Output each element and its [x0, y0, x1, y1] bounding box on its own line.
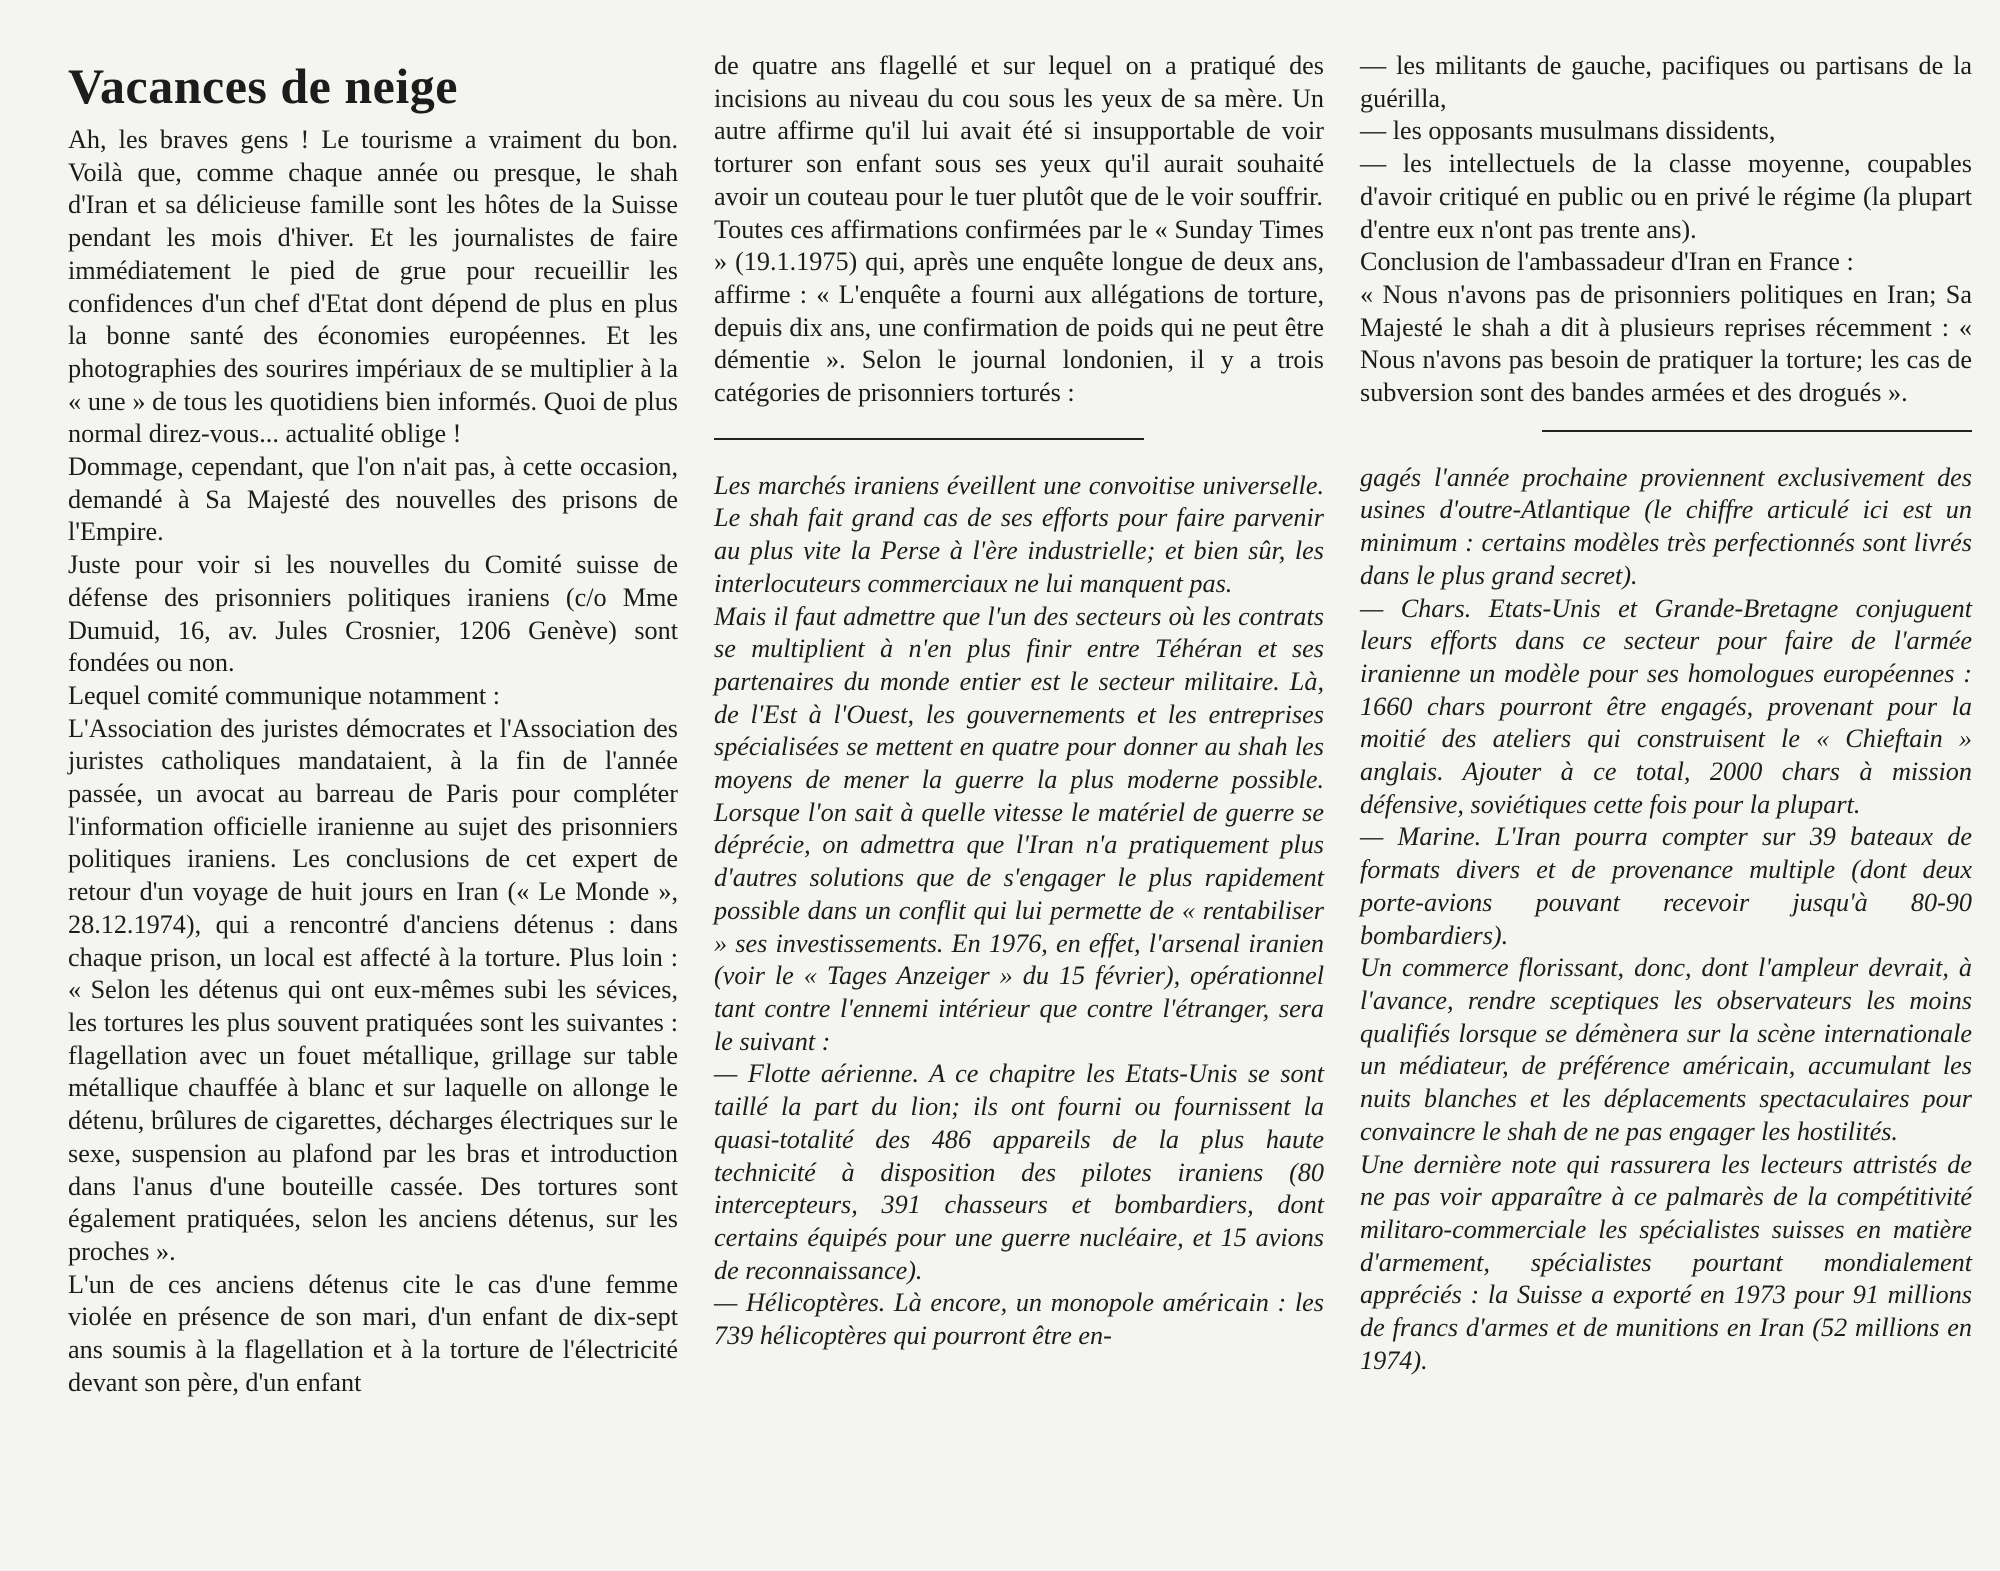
paragraph: Toutes ces affirmations confirmées par le « Sunday Times » (19.1.1975) qui, après une enquête longue de deux ans, affirme : « L'enquête a fourni aux allégations de torture, depuis dix ans, une confirmation de poids qui ne peut être démentie ». Selon le journal londonien, il y a trois catégories de prisonniers torturés : — [714, 214, 1324, 408]
italic-paragraph: Une dernière note qui rassurera les lecteurs attristés de ne pas voir apparaître à ce palmarès de la compétitivité militaro-commerciale les spécialistes suisses en matière d'armement, spécialistes pourtant mondialement appréciés : la Suisse a exporté en 1973 pour 91 millions de francs d'armes et de munitions en Iran (52 millions en 1974). — [1360, 1149, 1972, 1375]
italic-paragraph: — Marine. L'Iran pourra compter sur 39 bateaux de formats divers et de provenance multiple (dont deux porte-avions pouvant recevoir jusqu'à 80-90 bombardiers). — [1360, 822, 1972, 950]
paragraph: de quatre ans flagellé et sur lequel on a pratiqué des incisions au niveau du cou sous les yeux de sa mère. Un autre affirme qu'il lui avait été si insupportable de voir torturer son enfant sous ses yeux qu'il aurait souhaité avoir un couteau pour le tuer plutôt que de le voir souffrir. — [714, 51, 1324, 211]
italic-paragraph: — Chars. Etats-Unis et Grande-Bretagne conjuguent leurs efforts dans ce secteur pour faire de l'armée iranienne un modèle pour ses homologues européennes : 1660 chars pourront être engagés, provenant pour la moitié des ateliers qui construisent le « Chieftain » anglais. Ajouter à ce total, 2000 chars à mission défensive, soviétiques cette fois pour la plupart. — [1360, 593, 1972, 819]
section-divider — [714, 438, 1144, 440]
paragraph: Conclusion de l'ambassadeur d'Iran en France : — [1360, 247, 1854, 277]
paragraph: — les militants de gauche, pacifiques ou partisans de la guérilla, — [1360, 51, 1972, 113]
paragraph: — les intellectuels de la classe moyenne, coupables d'avoir critiqué en public ou en privé le régime (la plupart d'entre eux n'ont pas trente ans). — [1360, 149, 1972, 244]
italic-paragraph: Les marchés iraniens éveillent une convoitise universelle. Le shah fait grand cas de ses efforts pour faire parvenir au plus vite la Perse à l'ère industrielle; et bien sûr, les interlocuteurs commerciaux ne lui manquent pas. — [714, 470, 1324, 598]
italic-paragraph: — Flotte aérienne. A ce chapitre les Etats-Unis se sont taillé la part du lion; ils ont fourni ou fournissent la quasi-totalité des 486 appareils de la plus haute technicité à disposition des pilotes iraniens (80 intercepteurs, 391 chasseurs et bombardiers, dont certains équipés pour une guerre nucléaire, et 15 avions de reconnaissance). — [714, 1059, 1324, 1285]
italic-paragraph: Mais il faut admettre que l'un des secteurs où les contrats se multiplient à n'en plus finir entre Téhéran et ses partenaires du monde entier est le secteur militaire. Là, de l'Est à l'Ouest, les gouvernements et les entreprises spécialisées se mettent en quatre pour donner au shah les moyens de mener la guerre la plus moderne possible. Lorsque l'on sait à quelle vitesse le matériel de guerre se déprécie, on admettra que l'Iran n'a pratiquement plus d'autres solutions que de s'engager le plus rapidement possible dans un conflit qui lui permette de « rentabiliser » ses investissements. En 1976, en effet, l'arsenal iranien (voir le « Tages Anzeiger » du 15 février), opérationnel tant contre l'ennemi intérieur que contre l'étranger, sera le suivant : — [714, 601, 1324, 1056]
column-3 — [1360, 50, 1972, 1377]
section-divider — [1542, 430, 1972, 432]
paragraph: Dommage, cependant, que l'on n'ait pas, à cette occasion, demandé à Sa Majesté des nouvelles des prisons de l'Empire. — [68, 452, 678, 547]
paragraph: « Nous n'avons pas de prisonniers politiques en Iran; Sa Majesté le shah a dit à plusieurs reprises récemment : « Nous n'avons pas besoin de pratiquer la torture; les cas de subversion sont des bandes armées et des drogués ». — [1360, 279, 1972, 408]
italic-paragraph: Un commerce florissant, donc, dont l'ampleur devrait, à l'avance, rendre sceptiques les observateurs les moins qualifiés lorsque se démènera sur la scène internationale un médiateur, de préférence américain, accumulant les nuits blanches et les déplacements spectaculaires pour convaincre le shah de ne pas engager les hostilités. — [1360, 953, 1972, 1146]
italic-paragraph: — Hélicoptères. Là encore, un monopole américain : les 739 hélicoptères qui pourront être en- — [714, 1288, 1324, 1351]
italic-paragraph: gagés l'année prochaine proviennent exclusivement des usines d'outre-Atlantique (le chiffre articulé ici est un minimum : certains modèles très perfectionnés sont livrés dans le plus grand secret). — [1360, 462, 1972, 590]
column-2 — [714, 50, 1324, 1353]
paragraph: L'Association des juristes démocrates et l'Association des juristes catholiques mandataient, à la fin de l'année passée, un avocat au barreau de Paris pour compléter l'information officielle iranienne au sujet des prisonniers politiques iraniens. Les conclusions de cet expert de retour d'un voyage de huit jours en Iran (« Le Monde », 28.12.1974), qui a rencontré d'anciens détenus : dans chaque prison, un local est affecté à la torture. Plus loin : « Selon les détenus qui ont eux-mêmes subi les sévices, les tortures les plus souvent pratiquées sont les suivantes : flagellation avec un fouet métallique, grillage sur table métallique chauffée à blanc et sur laquelle on allonge le détenu, brûlures de cigarettes, décharges électriques sur le sexe, suspension au plafond par les bras et introduction dans l'anus d'une bouteille cassée. Des tortures sont également pratiquées, selon les anciens détenus, sur les proches ». — [68, 713, 678, 1266]
paragraph: Lequel comité communique notamment : — [68, 680, 500, 710]
paragraph: — les opposants musulmans dissidents, — [1360, 116, 1776, 146]
paragraph: L'un de ces anciens détenus cite le cas d'une femme violée en présence de son mari, d'un enfant de dix-sept ans soumis à la flagellation et à la torture de l'électricité devant son père, d'un enfant — [68, 1269, 678, 1397]
article-title: Vacances de neige — [68, 58, 458, 114]
paragraph: Ah, les braves gens ! Le tourisme a vraiment du bon. Voilà que, comme chaque année ou presque, le shah d'Iran et sa délicieuse famille sont les hôtes de la Suisse pendant les mois d'hiver. Et les journalistes de faire immédiatement le pied de grue pour recueillir les confidences d'un chef d'Etat dont dépend de plus en plus la bonne santé des économies européennes. Et les photographies des sourires impériaux de se multiplier à la « une » de tous les quotidiens bien informés. Quoi de plus normal direz-vous... actualité oblige ! — [68, 125, 678, 449]
column-1 — [68, 50, 678, 1399]
paragraph: Juste pour voir si les nouvelles du Comité suisse de défense des prisonniers politiques iraniens (c/o Mme Dumuid, 16, av. Jules Crosnier, 1206 Genève) sont fondées ou non. — [68, 550, 678, 678]
